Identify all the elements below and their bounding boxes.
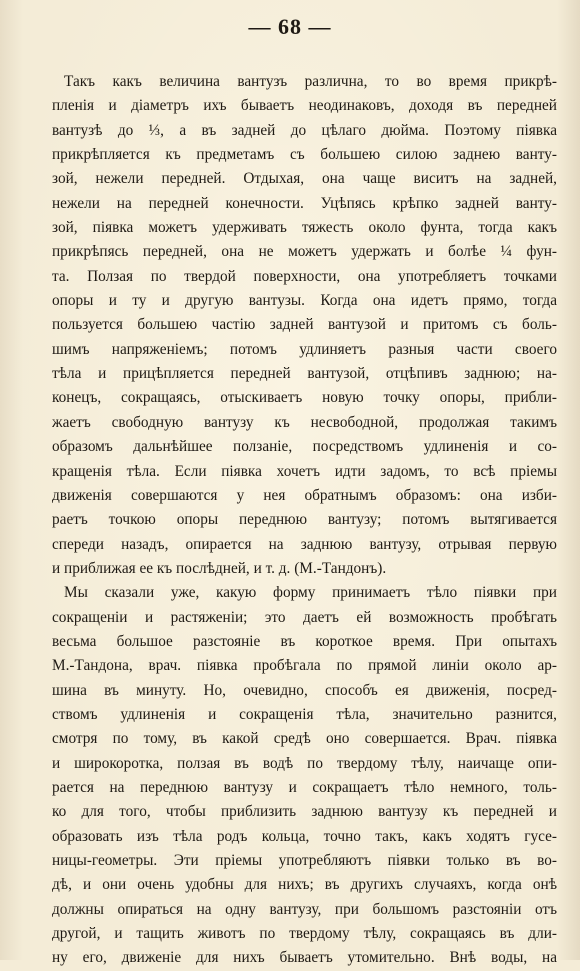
text-line: раетъ точкою опоры переднюю вантузу; потомъ вытягивается: [52, 511, 557, 529]
text-line: ну его, движеніе для нихъ бываетъ утомительно. Внѣ воды, на: [52, 949, 557, 967]
text-line: дѣ, и они очень удобны для нихъ; въ другихъ случаяхъ, когда онѣ: [52, 876, 557, 894]
text-line: прикрѣпясь передней, она не можетъ удержать и болѣе ¼ фун-: [52, 243, 557, 261]
text-line: рается на переднюю вантузу и сокращаетъ тѣло немного, толь-: [52, 778, 557, 796]
text-line: Такъ какъ величина вантузъ различна, то во время прикрѣ-: [64, 73, 557, 90]
text-line: ко для того, чтобы приблизить заднюю вантузу къ передней и: [52, 803, 557, 821]
text-line: нежели на передней конечности. Уцѣпясь крѣпко задней ванту-: [52, 194, 557, 212]
text-line: М.-Тандона, врач. піявка пробѣгала по прямой линіи около ар-: [52, 657, 557, 675]
text-line: и широкоротка, ползая въ водѣ по твердому тѣлу, наичаще опи-: [52, 754, 557, 772]
text-line: зой, нежели передней. Отдыхая, она чаще виситъ на задней,: [52, 170, 557, 188]
text-line: шина въ минуту. Но, очевидно, способъ ея движенія, посред-: [52, 681, 557, 699]
text-line: пленія и діаметръ ихъ бываетъ неодинаковъ, доходя въ передней: [52, 97, 557, 115]
text-line: тѣла и прицѣпляется передней вантузой, отцѣпивъ заднюю; на-: [52, 365, 557, 383]
paragraph-1: [52, 70, 557, 581]
text-line: другой, и тащить животъ по твердому тѣлу, сокращаясь въ дли-: [52, 925, 557, 943]
text-line: та. Ползая по твердой поверхности, она употребляетъ точками: [52, 267, 557, 285]
text-line: пользуется большею частію задней вантузой и притомъ съ боль-: [52, 316, 557, 334]
text-line: конецъ, сокращаясь, отыскиваетъ новую точку опоры, прибли-: [52, 389, 557, 407]
paragraph-2: [52, 581, 557, 971]
text-line: кращенія тѣла. Если піявка хочетъ идти задомъ, то всѣ пріемы: [52, 462, 557, 480]
page-number: — 68 —: [248, 14, 332, 39]
text-line: образомъ дальнѣйшее ползаніе, посредствомъ удлиненія и со-: [52, 438, 557, 456]
text-line: спереди назадъ, опирается на заднюю вантузу, отрывая первую: [52, 535, 557, 553]
text-line: движенія совершаются у нея обратнымъ образомъ: она изби-: [52, 486, 557, 504]
text-line: прикрѣпляется къ предметамъ съ большею силою заднею ванту-: [52, 146, 557, 164]
body-text: [52, 70, 557, 971]
text-line: зой, піявка можетъ удерживать тяжесть около фунта, тогда какъ: [52, 219, 557, 237]
text-line: и приближая ее къ послѣдней, и т. д. (М.-Тандонъ).: [52, 559, 387, 577]
text-line: ствомъ удлиненія и сокращенія тѣла, значительно разнится,: [52, 705, 557, 723]
text-line: вантузѣ до ⅓, а въ задней до цѣлаго дюйма. Поэтому піявка: [52, 121, 557, 139]
text-line: образовать изъ тѣла родъ кольца, точно такъ, какъ ходятъ гусе-: [52, 827, 557, 845]
text-line: весьма большое разстояніе въ короткое время. При опытахъ: [52, 632, 557, 650]
text-line: шимъ напряженіемъ; потомъ удлиняетъ разныя части своего: [52, 340, 557, 358]
text-line: Мы сказали уже, какую форму принимаетъ тѣло піявки при: [64, 584, 557, 602]
text-line: сокращеніи и растяженіи; это даетъ ей возможность пробѣгать: [52, 608, 557, 626]
text-line: смотря по тому, въ какой средѣ оно совершается. Врач. піявка: [52, 730, 557, 748]
text-line: жаетъ свободную вантузу къ несвободной, продолжая такимъ: [52, 413, 557, 431]
text-line: должны опираться на одну вантузу, при большомъ разстояніи отъ: [52, 900, 557, 918]
text-line: опоры и ту и другую вантузы. Когда она идетъ прямо, тогда: [52, 292, 557, 310]
text-line: ницы-геометры. Эти пріемы употребляютъ піявки только въ во-: [52, 852, 557, 869]
